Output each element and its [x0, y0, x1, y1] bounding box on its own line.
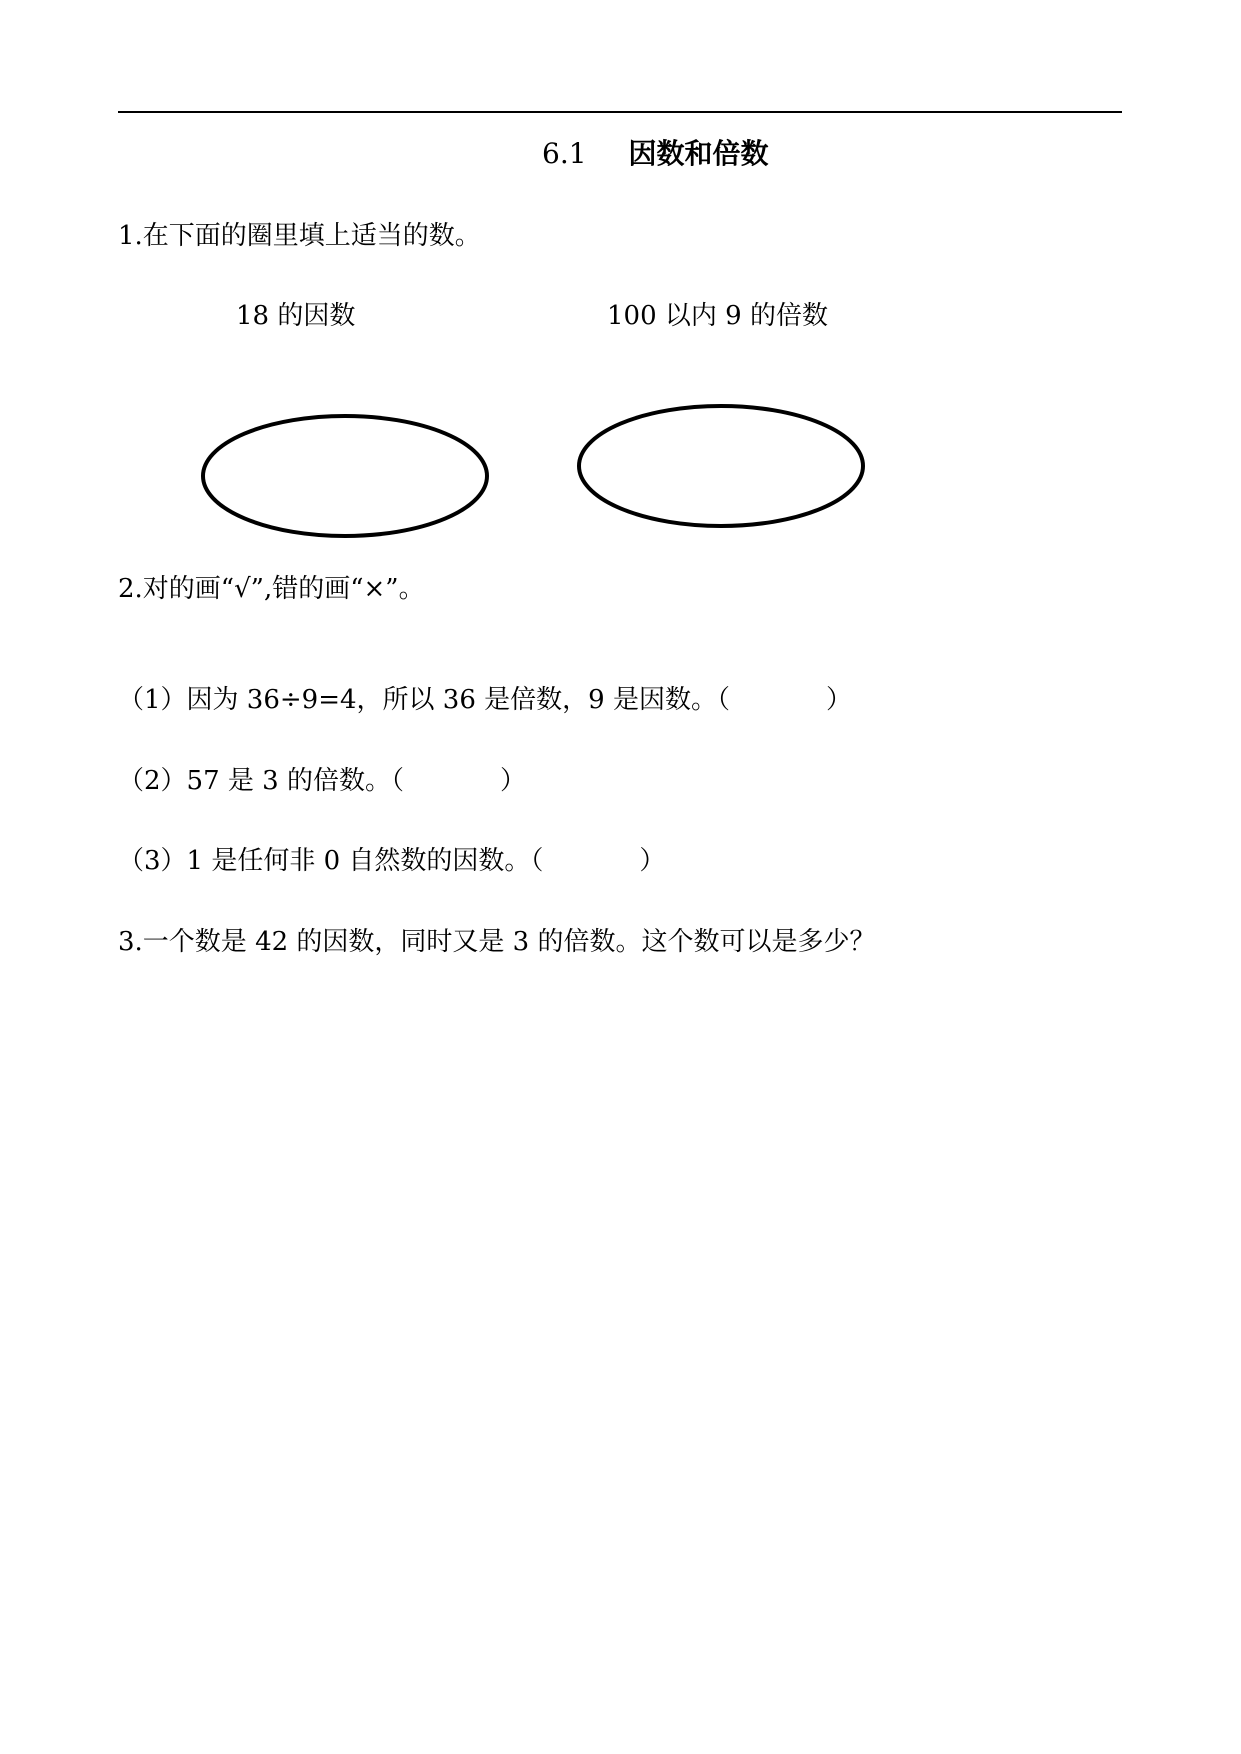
factors-of-18-label: 18 的因数	[236, 301, 356, 331]
true-false-item-3	[118, 843, 665, 879]
factors-answer-oval[interactable]	[203, 416, 487, 536]
section-number: 6.1	[542, 137, 587, 170]
true-false-item-2	[118, 763, 526, 799]
close-paren: ）	[499, 766, 526, 796]
item-text: （2）57 是 3 的倍数。（	[118, 766, 404, 796]
true-false-item-1	[118, 682, 852, 718]
multiples-answer-oval[interactable]	[579, 406, 863, 526]
question-2-prompt: 2.对的画“√”,错的画“×”。	[118, 574, 425, 604]
section-title: 因数和倍数	[628, 137, 769, 170]
multiples-of-9-label: 100 以内 9 的倍数	[607, 301, 828, 331]
close-paren: ）	[639, 846, 666, 876]
question-3-prompt: 3.一个数是 42 的因数，同时又是 3 的倍数。这个数可以是多少？	[118, 927, 876, 957]
item-text: （3）1 是任何非 0 自然数的因数。（	[118, 846, 544, 876]
question-1-prompt: 1.在下面的圈里填上适当的数。	[118, 221, 481, 251]
item-text: （1）因为 36÷9=4，所以 36 是倍数，9 是因数。（	[118, 685, 730, 715]
close-paren: ）	[825, 685, 852, 715]
